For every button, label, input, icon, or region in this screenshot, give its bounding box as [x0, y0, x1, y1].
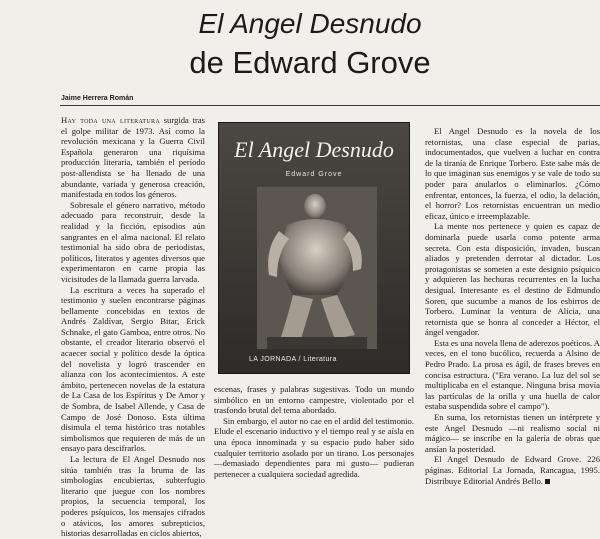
col1-paragraph-1: Hay toda una literatura surgida tras el golpe militar de 1973. Así como la revolución mexicana y la Guerra Civil Española generaron una riquísima producción literaria, también el período post-allendista se ha llenado de una abundante, variada y generosa creación, manifestada en todos los géneros.: [61, 115, 206, 200]
column-1: [61, 115, 205, 539]
col2-paragraph-2: Sin embargo, el autor no cae en el ardid del testimonio. Elude el escenario inductivo y el tiempo real y se aísla en una época innominada y su espacio pudo haber sido cualquier territorio asolado por un tirano. Los personajes —demasiado dependientes para mi gusto— pudieran pertenecer a cualquiera sociedad agredida.: [214, 415, 414, 479]
col1-paragraph-4: La lectura de El Angel Desnudo nos sitúa también tras la bruma de las simbologías encubiertas, subterfugio literario que juegue con los nombres propios, la secuencia temporal, los poderes psíquicos, los mensajes cifrados o atávicos, los amores subrepticios, historias desarrolladas en ciclos abiertos,: [61, 454, 205, 539]
book-cover-publisher: LA JORNADA / Literatura: [249, 356, 337, 363]
article-title-line1: El Angel Desnudo: [198, 8, 422, 39]
col1-paragraph-3: La escritura a veces ha superado el testimonio y suelen encontrarse páginas bellamente concebidas en textos de Andrés Zaldívar, Sergio Bitar, Erick Schnake, el gato Gamboa, entre otros. No obstante, el creador literario observó el acaecer social y político desde la óptica del novelista y logró trascender en alianza con los acontecimientos. A este ámbito, pertenecen novelas de la estatura de La Casa de los Espíritus y De Amor y de Sombra, de Isabel Allende, y Casa de Campo de José Donoso. Esta última disimula el tema histórico tras notables simbolismos que requieren de más de un ensayo para descifrarlos.: [61, 284, 205, 454]
book-cover-author: Edward Grove: [285, 171, 343, 178]
header-rule: [60, 105, 600, 106]
byline: Jaime Herrera Román: [61, 95, 134, 102]
lead-in: Hay toda una literatura: [61, 115, 160, 125]
article-title-line2: de Edward Grove: [189, 45, 431, 80]
col3-paragraph-5: [425, 454, 600, 486]
col3-paragraph-3: Esta es una novela llena de aderezos poéticos. A veces, en el tono bucólico, recuerda a Alsino de Pedro Prado. La prosa es ágil, de frases breves en concisa estructura. ("Era verano. La luz del sol se multiplicaba en el estanque. Ninguna brisa movía las partículas de la orilla y una huella de calor estaba suspendida sobre el campo").: [425, 337, 600, 412]
col2-paragraph-1: escenas, frases y palabras sugestivas. Todo un mundo simbólico en un entorno campestre, violentado por el trasfondo brutal del tema abordado.: [214, 384, 414, 416]
col1-paragraph-2: Sobresale el género narrativo, método adecuado para reconstruir, desde la realidad y la ficción, episodios aún sangrantes en el alma nacional. El relato testimonial ha sido obra de periodistas, políticos, literatos y agentes diversos que experimentaron en carne propia las vicisitudes de la llamada guerra larvada.: [61, 199, 205, 284]
col3-paragraph-2: La mente nos pertenece y quien es capaz de dominarla puede usarla como potente arma secreta. Con esta disposición, invaden, buscan aliados y pretenden derrotar al dictador. Los protagonistas se someten a este designio psíquico y adquieren las hechuras recurrentes en la lucha desigual. Interesante es el destino de Edmundo Soren, que sucumbe a manos de los esbirros de Torbero. Luminar la ventura de Alicia, una retornista que se honra al conceder a Héctor, el ángel vengador.: [425, 221, 600, 338]
end-mark: [545, 479, 550, 484]
nude-figure-sculpture-illustration: [257, 187, 377, 349]
book-cover-title: El Angel Desnudo: [234, 137, 394, 162]
column-3: [425, 126, 600, 486]
col3-paragraph-1: El Angel Desnudo es la novela de los retornistas, una clase especial de parias, indocumentados, que vuelven a luchar en contra de la tiranía de Enrique Torbero. Este sabe más de lo que imaginan sus enemigos y se vale de todo su poder para anularlos o eliminarlos. ¿Cómo enfrentar, entonces, la fuerza, el odio, la delación, el horror? Los retornistas encuentran un medio eficaz, único e irreemplazable.: [425, 126, 600, 221]
book-citation: El Angel Desnudo de Edward Grove. 226 páginas. Editorial La Jornada, Rancagua, 1995. Distribuye Editorial Andrés Bello.: [425, 454, 600, 486]
col3-paragraph-4: En suma, los retornistas tienen un intérprete y este Angel Desnudo —ni realismo social ni mágico— se inscribe en la galería de obras que ansían la posteridad.: [425, 412, 600, 454]
book-cover-image: [218, 122, 410, 374]
column-2: [214, 384, 414, 479]
